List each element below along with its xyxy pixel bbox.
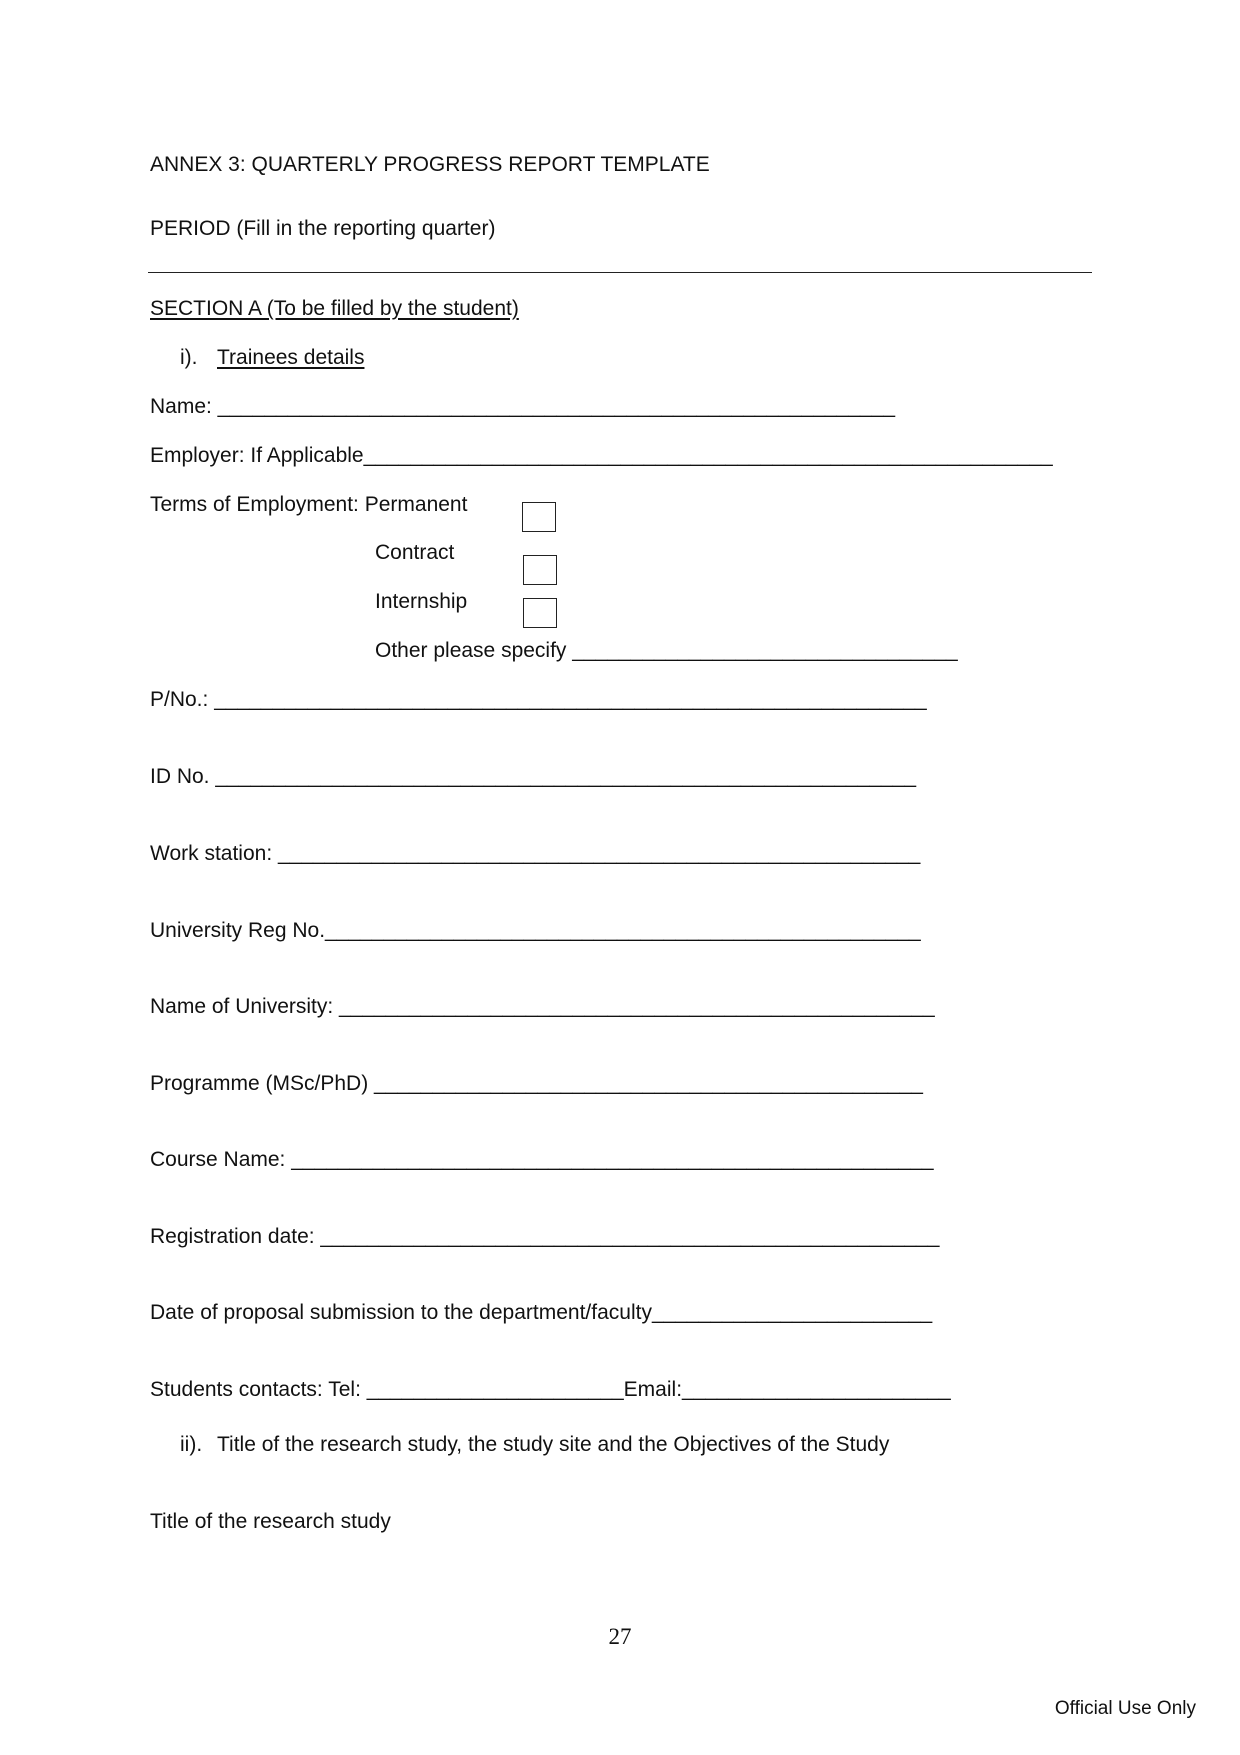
classification-label: Official Use Only [1054, 1698, 1196, 1719]
contract-label: Contract [375, 541, 455, 564]
university-name-field[interactable]: Name of University: ___________________________________________________ [150, 995, 935, 1018]
item-ii-number: ii). [180, 1433, 203, 1456]
student-contacts-field[interactable]: Students contacts: Tel: ______________________Email:_______________________ [150, 1378, 951, 1401]
proposal-submission-date-field[interactable]: Date of proposal submission to the department/faculty________________________ [150, 1301, 933, 1324]
university-reg-no-field[interactable]: University Reg No.___________________________________________________ [150, 919, 921, 942]
employer-field[interactable]: Employer: If Applicable___________________________________________________________ [150, 444, 1053, 467]
annex-title: ANNEX 3: QUARTERLY PROGRESS REPORT TEMPLATE [150, 153, 710, 176]
permanent-checkbox[interactable] [522, 502, 556, 532]
name-field[interactable]: Name: __________________________________________________________ [150, 395, 896, 418]
pno-field[interactable]: P/No.: _____________________________________________________________ [150, 688, 927, 711]
internship-label: Internship [375, 590, 468, 613]
other-specify-field[interactable]: Other please specify _________________________________ [375, 639, 958, 662]
page-number: 27 [608, 1624, 632, 1649]
contract-checkbox[interactable] [523, 555, 557, 585]
trainees-details-heading: Trainees details [217, 346, 365, 369]
section-a-heading: SECTION A (To be filled by the student) [150, 297, 519, 320]
course-name-field[interactable]: Course Name: _______________________________________________________ [150, 1148, 934, 1171]
period-fill-line[interactable] [148, 272, 1092, 273]
research-title-label: Title of the research study [150, 1510, 391, 1533]
internship-checkbox[interactable] [523, 598, 557, 628]
period-label: PERIOD (Fill in the reporting quarter) [150, 217, 496, 240]
work-station-field[interactable]: Work station: _______________________________________________________ [150, 842, 921, 865]
id-no-field[interactable]: ID No. ____________________________________________________________ [150, 765, 917, 788]
registration-date-field[interactable]: Registration date: _____________________________________________________ [150, 1225, 940, 1248]
research-study-heading: Title of the research study, the study site and the Objectives of the Study [217, 1433, 890, 1456]
terms-of-employment-label: Terms of Employment: Permanent [150, 493, 468, 516]
item-i-number: i). [180, 346, 198, 369]
programme-field[interactable]: Programme (MSc/PhD) _______________________________________________ [150, 1072, 923, 1095]
